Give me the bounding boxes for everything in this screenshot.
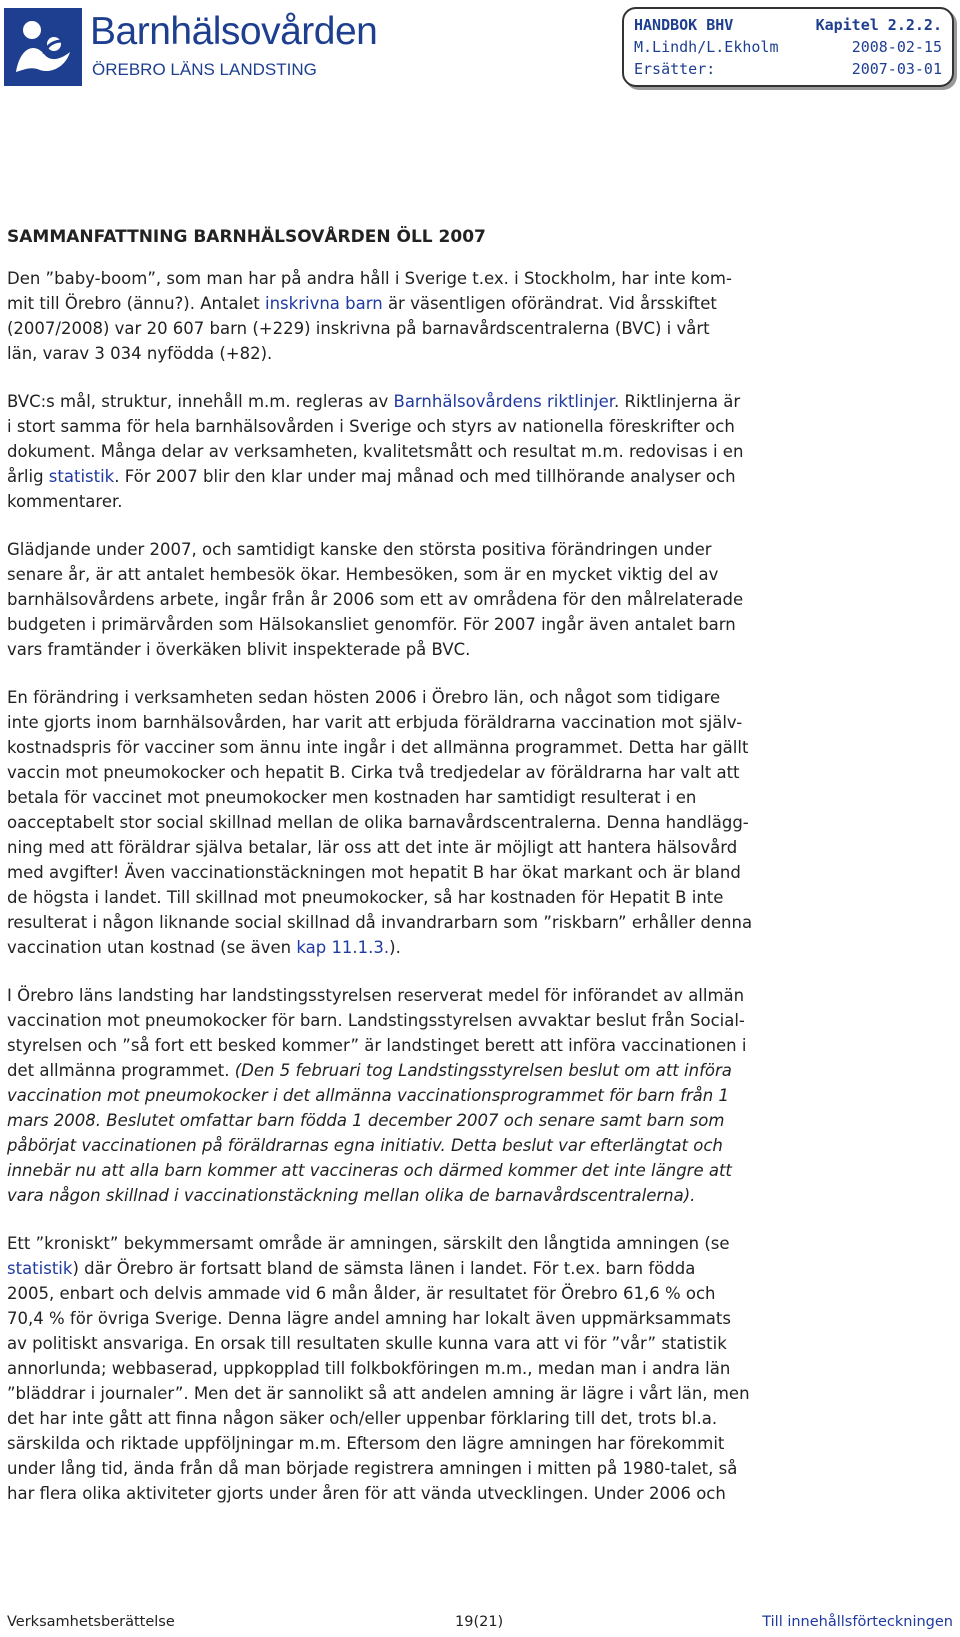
paragraph-pneumococcal bbox=[7, 983, 957, 1208]
text-line: barnhälsovårdens arbete, ingår från år 2006 som ett av områdena för den målrelaterade bbox=[7, 590, 744, 609]
text-line: statistik) där Örebro är fortsatt bland de sämsta länen i landet. För t.ex. barn födda bbox=[7, 1259, 696, 1278]
info-row-handbook bbox=[634, 14, 942, 36]
link-kap-11-1-3[interactable]: kap 11.1.3. bbox=[296, 938, 390, 957]
paragraph-breastfeeding bbox=[7, 1231, 957, 1506]
link-statistik-2[interactable]: statistik bbox=[7, 1259, 73, 1278]
page-title: SAMMANFATTNING BARNHÄLSOVÅRDEN ÖLL 2007 bbox=[7, 227, 486, 247]
logo-name: Barnhälsovården bbox=[90, 10, 378, 53]
text-line: oacceptabelt stor social skillnad mellan de olika barnavårdscentralerna. Denna handlägg- bbox=[7, 813, 749, 832]
document-info-box bbox=[622, 7, 954, 87]
text-line: Ett ”kroniskt” bekymmersamt område är amningen, särskilt den långtida amningen (se bbox=[7, 1234, 730, 1253]
text-line: mit till Örebro (ännu?). Antalet inskrivna barn är väsentligen oförändrat. Vid årsskiftet bbox=[7, 294, 717, 313]
text-line: har flera olika aktiviteter gjorts under åren för att vända utvecklingen. Under 2006 och bbox=[7, 1484, 726, 1503]
text-line: det allmänna programmet. (Den 5 februari tog Landstingsstyrelsen beslut om att införa bbox=[7, 1061, 732, 1080]
text-line: betala för vaccinet mot pneumokocker men kostnaden har samtidigt resulterat i en bbox=[7, 788, 697, 807]
text-line: ”bläddrar i journaler”. Men det är sannolikt så att andelen amning är lägre i vårt län, men bbox=[7, 1384, 750, 1403]
text-line: 70,4 % för övriga Sverige. Denna lägre andel amning har lokalt även uppmärksammats bbox=[7, 1309, 731, 1328]
text-line: Den ”baby-boom”, som man har på andra håll i Sverige t.ex. i Stockholm, har inte kom- bbox=[7, 269, 732, 288]
text-line: i stort samma för hela barnhälsovården i Sverige och styrs av nationella föreskrifter och bbox=[7, 417, 735, 436]
text-line: under lång tid, ända från då man började registrera amningen i mitten på 1980-talet, så bbox=[7, 1459, 738, 1478]
toc-link[interactable]: Till innehållsförteckningen bbox=[762, 1614, 953, 1630]
link-riktlinjer[interactable]: Barnhälsovårdens riktlinjer bbox=[393, 392, 615, 411]
page-number: 19(21) bbox=[455, 1614, 504, 1630]
text-line: det har inte gått att finna någon säker och/eller uppenbar förklaring till det, trots bl.a. bbox=[7, 1409, 718, 1428]
text-line: annorlunda; webbaserad, uppkopplad till folkbokföringen m.m., medan man i andra län bbox=[7, 1359, 731, 1378]
document-body bbox=[7, 266, 957, 1506]
text-line: inte gjorts inom barnhälsovården, har varit att erbjuda föräldrarna vaccination mot själv- bbox=[7, 713, 743, 732]
text-line: vaccination mot pneumokocker i det allmänna vaccinationsprogrammet för barn från 1 bbox=[7, 1086, 729, 1105]
chapter-number: Kapitel 2.2.2. bbox=[815, 16, 942, 34]
text-line: vaccination utan kostnad (se även kap 11.1.3.). bbox=[7, 938, 401, 957]
text-line: av politiskt ansvariga. En orsak till resultaten skulle kunna vara att vi för ”vår” statistik bbox=[7, 1334, 727, 1353]
text-line: mars 2008. Beslutet omfattar barn födda 1 december 2007 och senare samt barn som bbox=[7, 1111, 725, 1130]
text-line: påbörjat vaccinationen på föräldrarnas egna initiativ. Detta beslut var efterlängtat och bbox=[7, 1136, 723, 1155]
text-line: årlig statistik. För 2007 blir den klar under maj månad och med tillhörande analyser och bbox=[7, 467, 736, 486]
text-line: I Örebro läns landsting har landstingsstyrelsen reserverat medel för införandet av allmän bbox=[7, 986, 745, 1005]
text-line: särskilda och riktade uppföljningar m.m. Eftersom den lägre amningen har förekommit bbox=[7, 1434, 725, 1453]
text-line: resulterat i någon liknande social skillnad då invandrarbarn som ”riskbarn” erhåller denna bbox=[7, 913, 753, 932]
handbook-label: HANDBOK BHV bbox=[634, 16, 734, 34]
link-statistik[interactable]: statistik bbox=[48, 467, 115, 486]
logo-subtitle: ÖREBRO LÄNS LANDSTING bbox=[92, 60, 317, 79]
text-line: Glädjande under 2007, och samtidigt kanske den största positiva förändringen under bbox=[7, 540, 712, 559]
text-line: 2005, enbart och delvis ammade vid 6 mån ålder, är resultatet för Örebro 61,6 % och bbox=[7, 1284, 716, 1303]
info-row-authors bbox=[634, 36, 942, 58]
text-line: senare år, är att antalet hembesök ökar. Hembesöken, som är en mycket viktig del av bbox=[7, 565, 719, 584]
paragraph-births bbox=[7, 266, 957, 366]
text-line: (2007/2008) var 20 607 barn (+229) inskrivna på barnavårdscentralerna (BVC) i vårt bbox=[7, 319, 710, 338]
text-line: vaccin mot pneumokocker och hepatit B. Cirka två tredjedelar av föräldrarna har valt att bbox=[7, 763, 740, 782]
text-line: vara någon skillnad i vaccinationstäckning mellan olika de barnavårdscentralerna). bbox=[7, 1186, 696, 1205]
text-line: kostnadspris för vacciner som ännu inte ingår i det allmänna programmet. Detta har gällt bbox=[7, 738, 749, 757]
text-line: styrelsen och ”så fort ett besked kommer” är landstinget berett att införa vaccinationen i bbox=[7, 1036, 747, 1055]
replaces-label: Ersätter: bbox=[634, 60, 716, 78]
authors: M.Lindh/L.Ekholm bbox=[634, 38, 779, 56]
logo-emblem-icon bbox=[4, 8, 82, 86]
text-line: budgeten i primärvården som Hälsokansliet genomför. För 2007 ingår även antalet barn bbox=[7, 615, 736, 634]
text-line: dokument. Många delar av verksamheten, kvalitetsmått och resultat m.m. redovisas i en bbox=[7, 442, 744, 461]
organization-logo bbox=[4, 8, 378, 88]
text-line: innebär nu att alla barn kommer att vaccineras och därmed kommer det inte längre att bbox=[7, 1161, 732, 1180]
text-line: de högsta i landet. Till skillnad mot pneumokocker, så har kostnaden för Hepatit B inte bbox=[7, 888, 724, 907]
text-line: ning med att föräldrar själva betalar, lär oss att det inte är möjligt att hantera hälsovård bbox=[7, 838, 738, 857]
text-line: BVC:s mål, struktur, innehåll m.m. regleras av Barnhälsovårdens riktlinjer. Riktlinjerna är bbox=[7, 392, 741, 411]
text-line: med avgifter! Även vaccinationstäckningen mot hepatit B har ökat markant och är bland bbox=[7, 863, 741, 882]
text-line: kommentarer. bbox=[7, 492, 123, 511]
replaces-date: 2007-03-01 bbox=[851, 60, 942, 78]
footer-document-name: Verksamhetsberättelse bbox=[7, 1614, 175, 1630]
paragraph-vaccination-change bbox=[7, 685, 957, 960]
text-line: vaccination mot pneumokocker för barn. Landstingsstyrelsen avvaktar beslut från Social- bbox=[7, 1011, 745, 1030]
text-line: En förändring i verksamheten sedan hösten 2006 i Örebro län, och något som tidigare bbox=[7, 688, 721, 707]
info-row-replaces bbox=[634, 58, 942, 80]
text-line: vars framtänder i överkäken blivit inspekterade på BVC. bbox=[7, 640, 471, 659]
document-date: 2008-02-15 bbox=[851, 38, 942, 56]
text-line: län, varav 3 034 nyfödda (+82). bbox=[7, 344, 273, 363]
link-inskrivna-barn[interactable]: inskrivna barn bbox=[265, 294, 383, 313]
paragraph-home-visits bbox=[7, 537, 957, 662]
paragraph-guidelines bbox=[7, 389, 957, 514]
